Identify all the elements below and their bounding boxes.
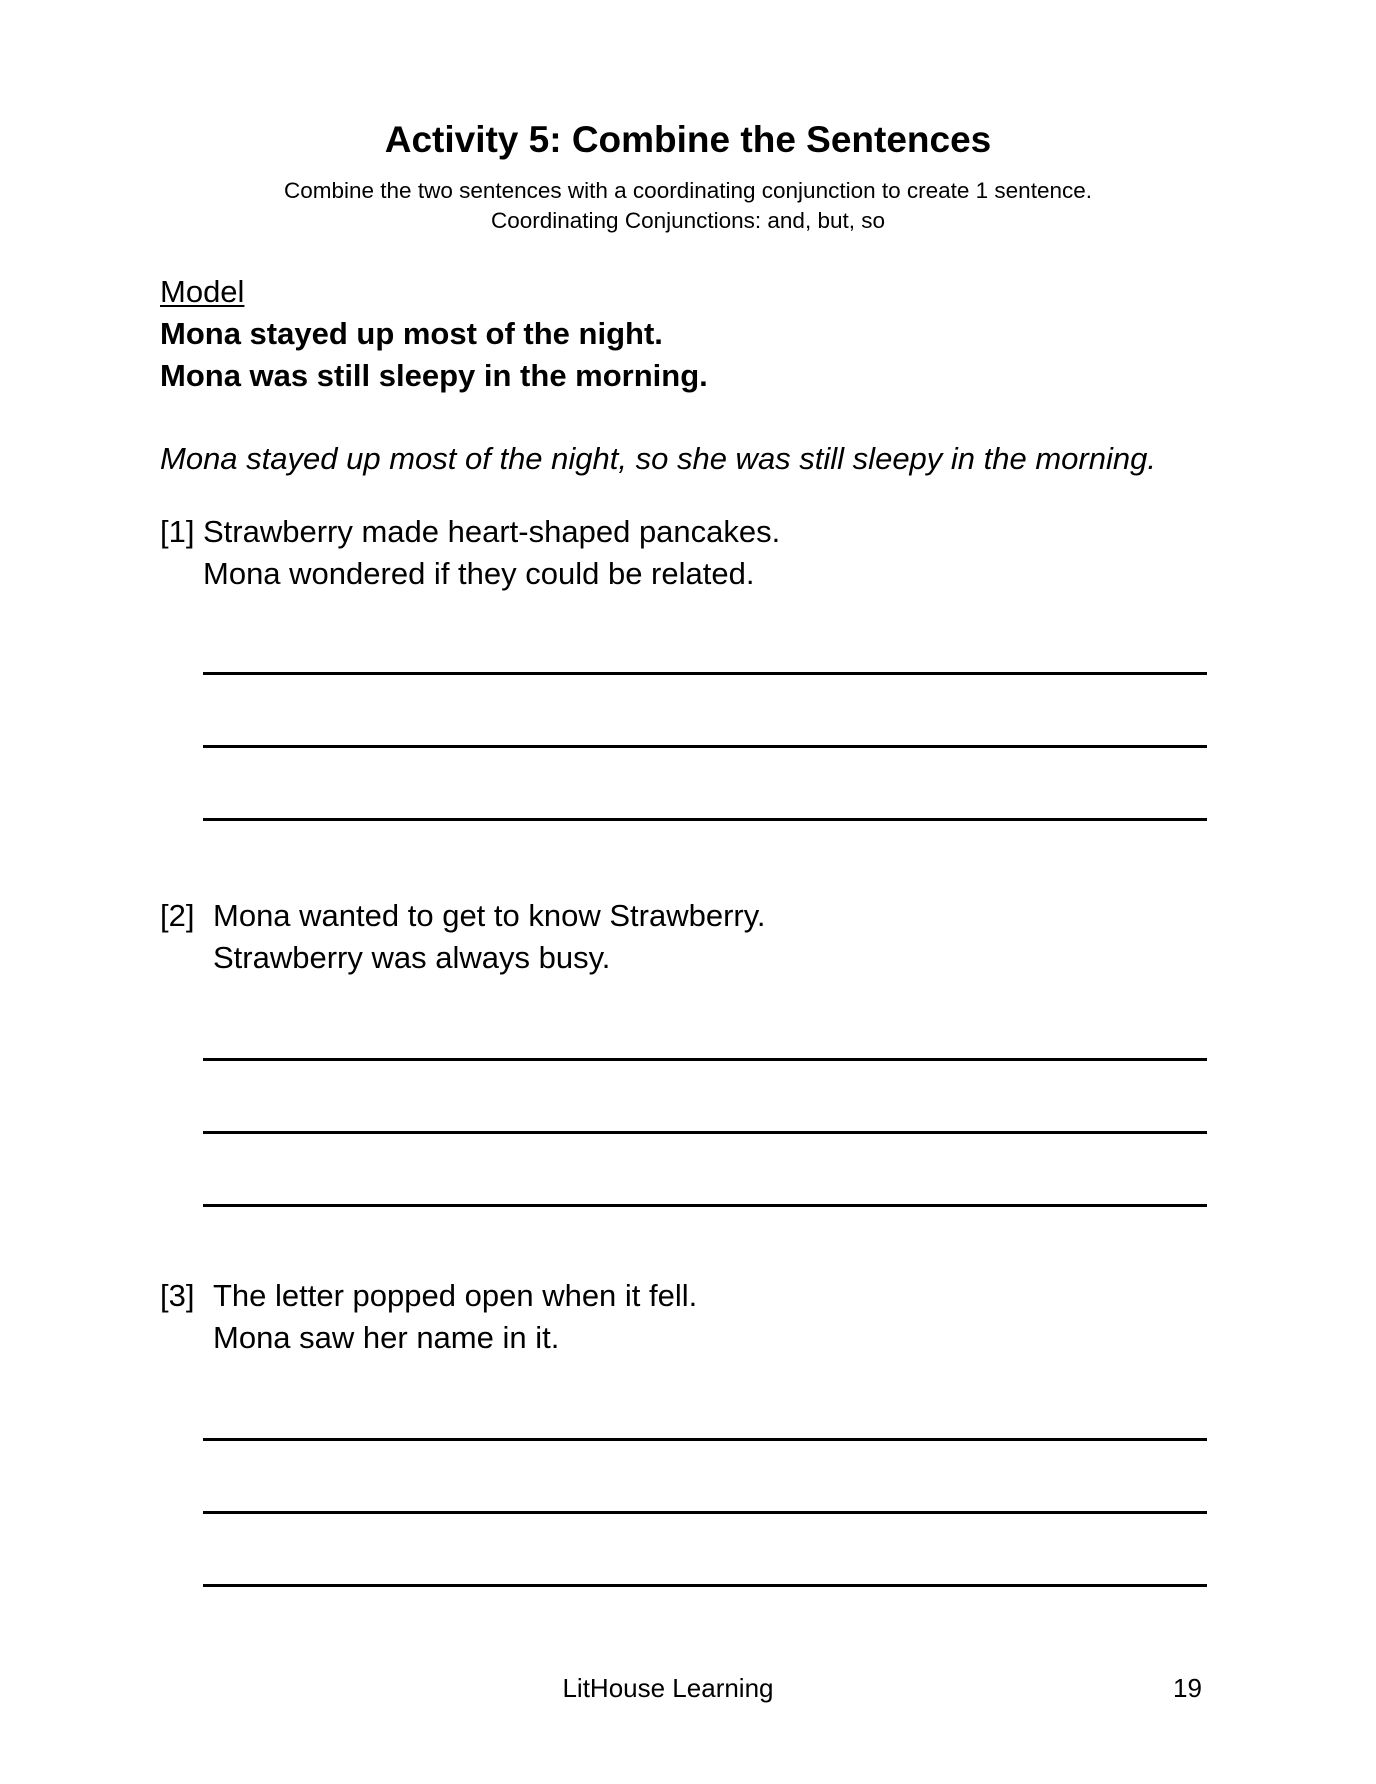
answer-line[interactable]: [203, 1438, 1207, 1441]
answer-line[interactable]: [203, 1511, 1207, 1514]
answer-line[interactable]: [203, 1131, 1207, 1134]
exercise-sentence-2: Mona wondered if they could be related.: [203, 556, 755, 591]
answer-line[interactable]: [203, 1584, 1207, 1587]
exercise-sentence-2: Strawberry was always busy.: [213, 940, 611, 975]
answer-line[interactable]: [203, 672, 1207, 675]
exercise-number: [3]: [160, 1278, 195, 1313]
model-combined-sentence: Mona stayed up most of the night, so she was still sleepy in the morning.: [160, 441, 1156, 476]
exercise-sentence-1: Strawberry made heart-shaped pancakes.: [203, 514, 781, 549]
page-title: Activity 5: Combine the Sentences: [384, 119, 992, 160]
answer-line[interactable]: [203, 1204, 1207, 1207]
exercise-number: [2]: [160, 898, 195, 933]
model-sentence-2: Mona was still sleepy in the morning.: [160, 358, 708, 393]
answer-line[interactable]: [203, 818, 1207, 821]
model-heading: Model: [160, 274, 245, 309]
exercise-sentence-1: The letter popped open when it fell.: [213, 1278, 698, 1313]
page-number: 19: [1173, 1673, 1202, 1703]
exercise-sentence-1: Mona wanted to get to know Strawberry.: [213, 898, 766, 933]
answer-line[interactable]: [203, 745, 1207, 748]
answer-line[interactable]: [203, 1058, 1207, 1061]
footer-publisher: LitHouse Learning: [562, 1673, 774, 1703]
instructions-line-1: Combine the two sentences with a coordinating conjunction to create 1 sentence.: [284, 178, 1092, 203]
exercise-sentence-2: Mona saw her name in it.: [213, 1320, 560, 1355]
exercise-number: [1]: [160, 514, 195, 549]
model-sentence-1: Mona stayed up most of the night.: [160, 316, 663, 351]
instructions-line-2: Coordinating Conjunctions: and, but, so: [490, 208, 885, 233]
